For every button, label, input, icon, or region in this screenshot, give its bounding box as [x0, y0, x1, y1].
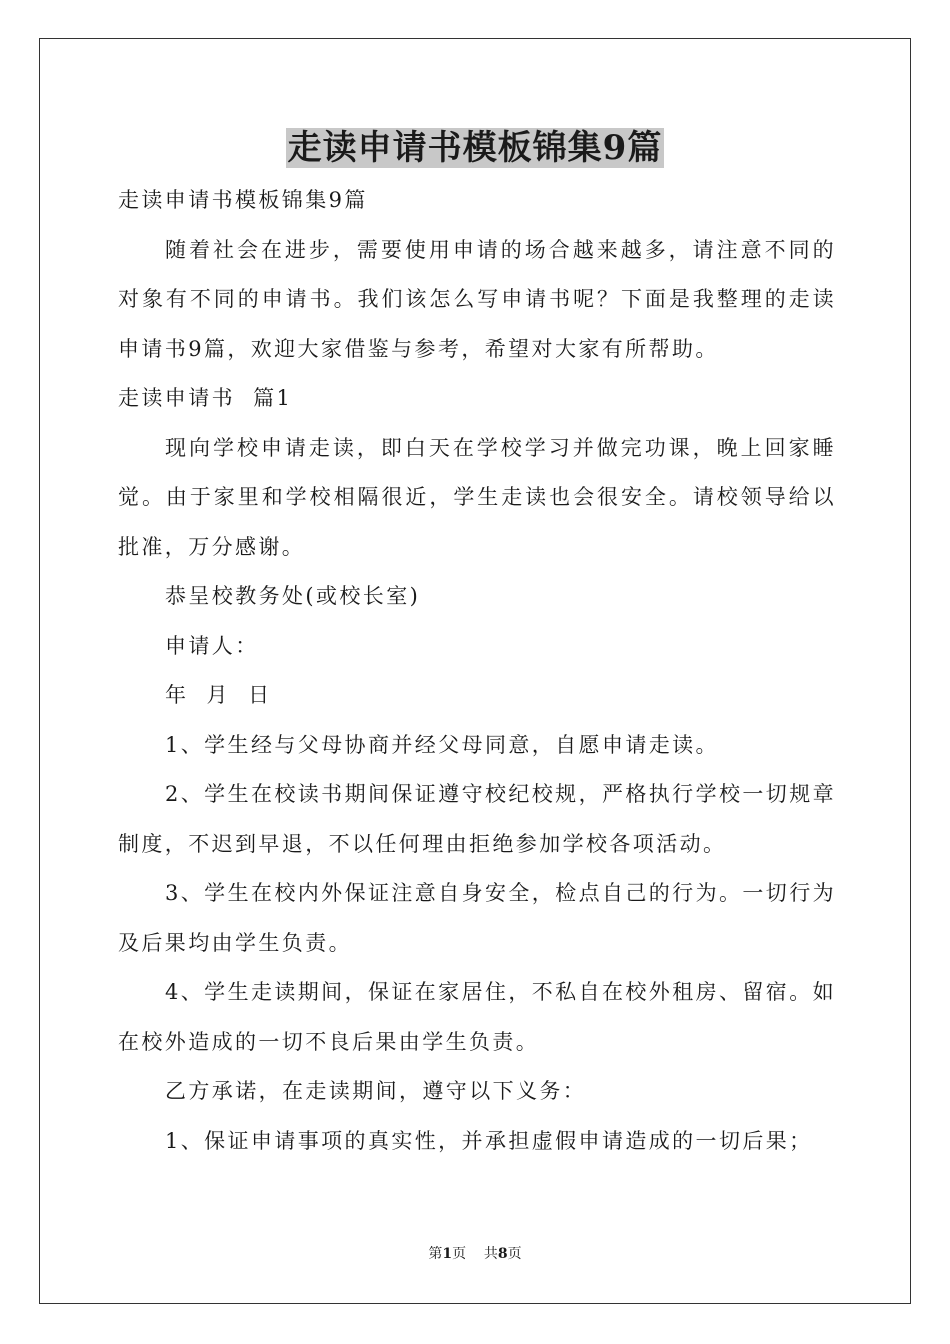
total-prefix: 共: [483, 1246, 498, 1262]
paragraph-date: 年 月 日: [165, 683, 272, 707]
page-prefix: 第: [428, 1246, 443, 1262]
list-item: 3、学生在校内外保证注意自身安全，检点自己的行为。一切行为及后果均由学生负责。: [118, 881, 836, 955]
paragraph-obligations: 乙方承诺，在走读期间，遵守以下义务：: [165, 1079, 587, 1103]
paragraph-recipient: 恭呈校教务处(或校长室): [165, 584, 421, 608]
document-title: [0, 124, 950, 172]
page-number: 1: [442, 1246, 453, 1262]
document-title-text: 走读申请书模板锦集9篇: [287, 128, 663, 168]
list-item: 1、保证申请事项的真实性，并承担虚假申请造成的一切后果；: [165, 1128, 813, 1153]
paragraph-applicant: 申请人：: [165, 633, 259, 658]
paragraph-subtitle: 走读申请书模板锦集9篇: [118, 188, 368, 212]
total-suffix: 页: [507, 1246, 522, 1262]
paragraph-request: 现向学校申请走读，即白天在学校学习并做完功课，晚上回家睡觉。由于家里和学校相隔很近，学生走读也会很安全。请校领导给以批准，万分感谢。: [118, 435, 836, 559]
document-body: [118, 176, 836, 1166]
list-item: 1、学生经与父母协商并经父母同意，自愿申请走读。: [165, 732, 719, 757]
paragraph-intro: 随着社会在进步，需要使用申请的场合越来越多，请注意不同的对象有不同的申请书。我们该怎么写申请书呢？下面是我整理的走读申请书9篇，欢迎大家借鉴与参考，希望对大家有所帮助。: [118, 237, 836, 361]
page-suffix: 页: [452, 1246, 467, 1262]
list-item: 2、学生在校读书期间保证遵守校纪校规，严格执行学校一切规章制度，不迟到早退，不以任何理由拒绝参加学校各项活动。: [118, 782, 836, 856]
list-item: 4、学生走读期间，保证在家居住，不私自在校外租房、留宿。如在校外造成的一切不良后果由学生负责。: [118, 980, 836, 1054]
section-heading: 走读申请书 篇1: [118, 386, 293, 410]
page-footer: [0, 1244, 950, 1264]
total-pages: 8: [497, 1246, 508, 1262]
